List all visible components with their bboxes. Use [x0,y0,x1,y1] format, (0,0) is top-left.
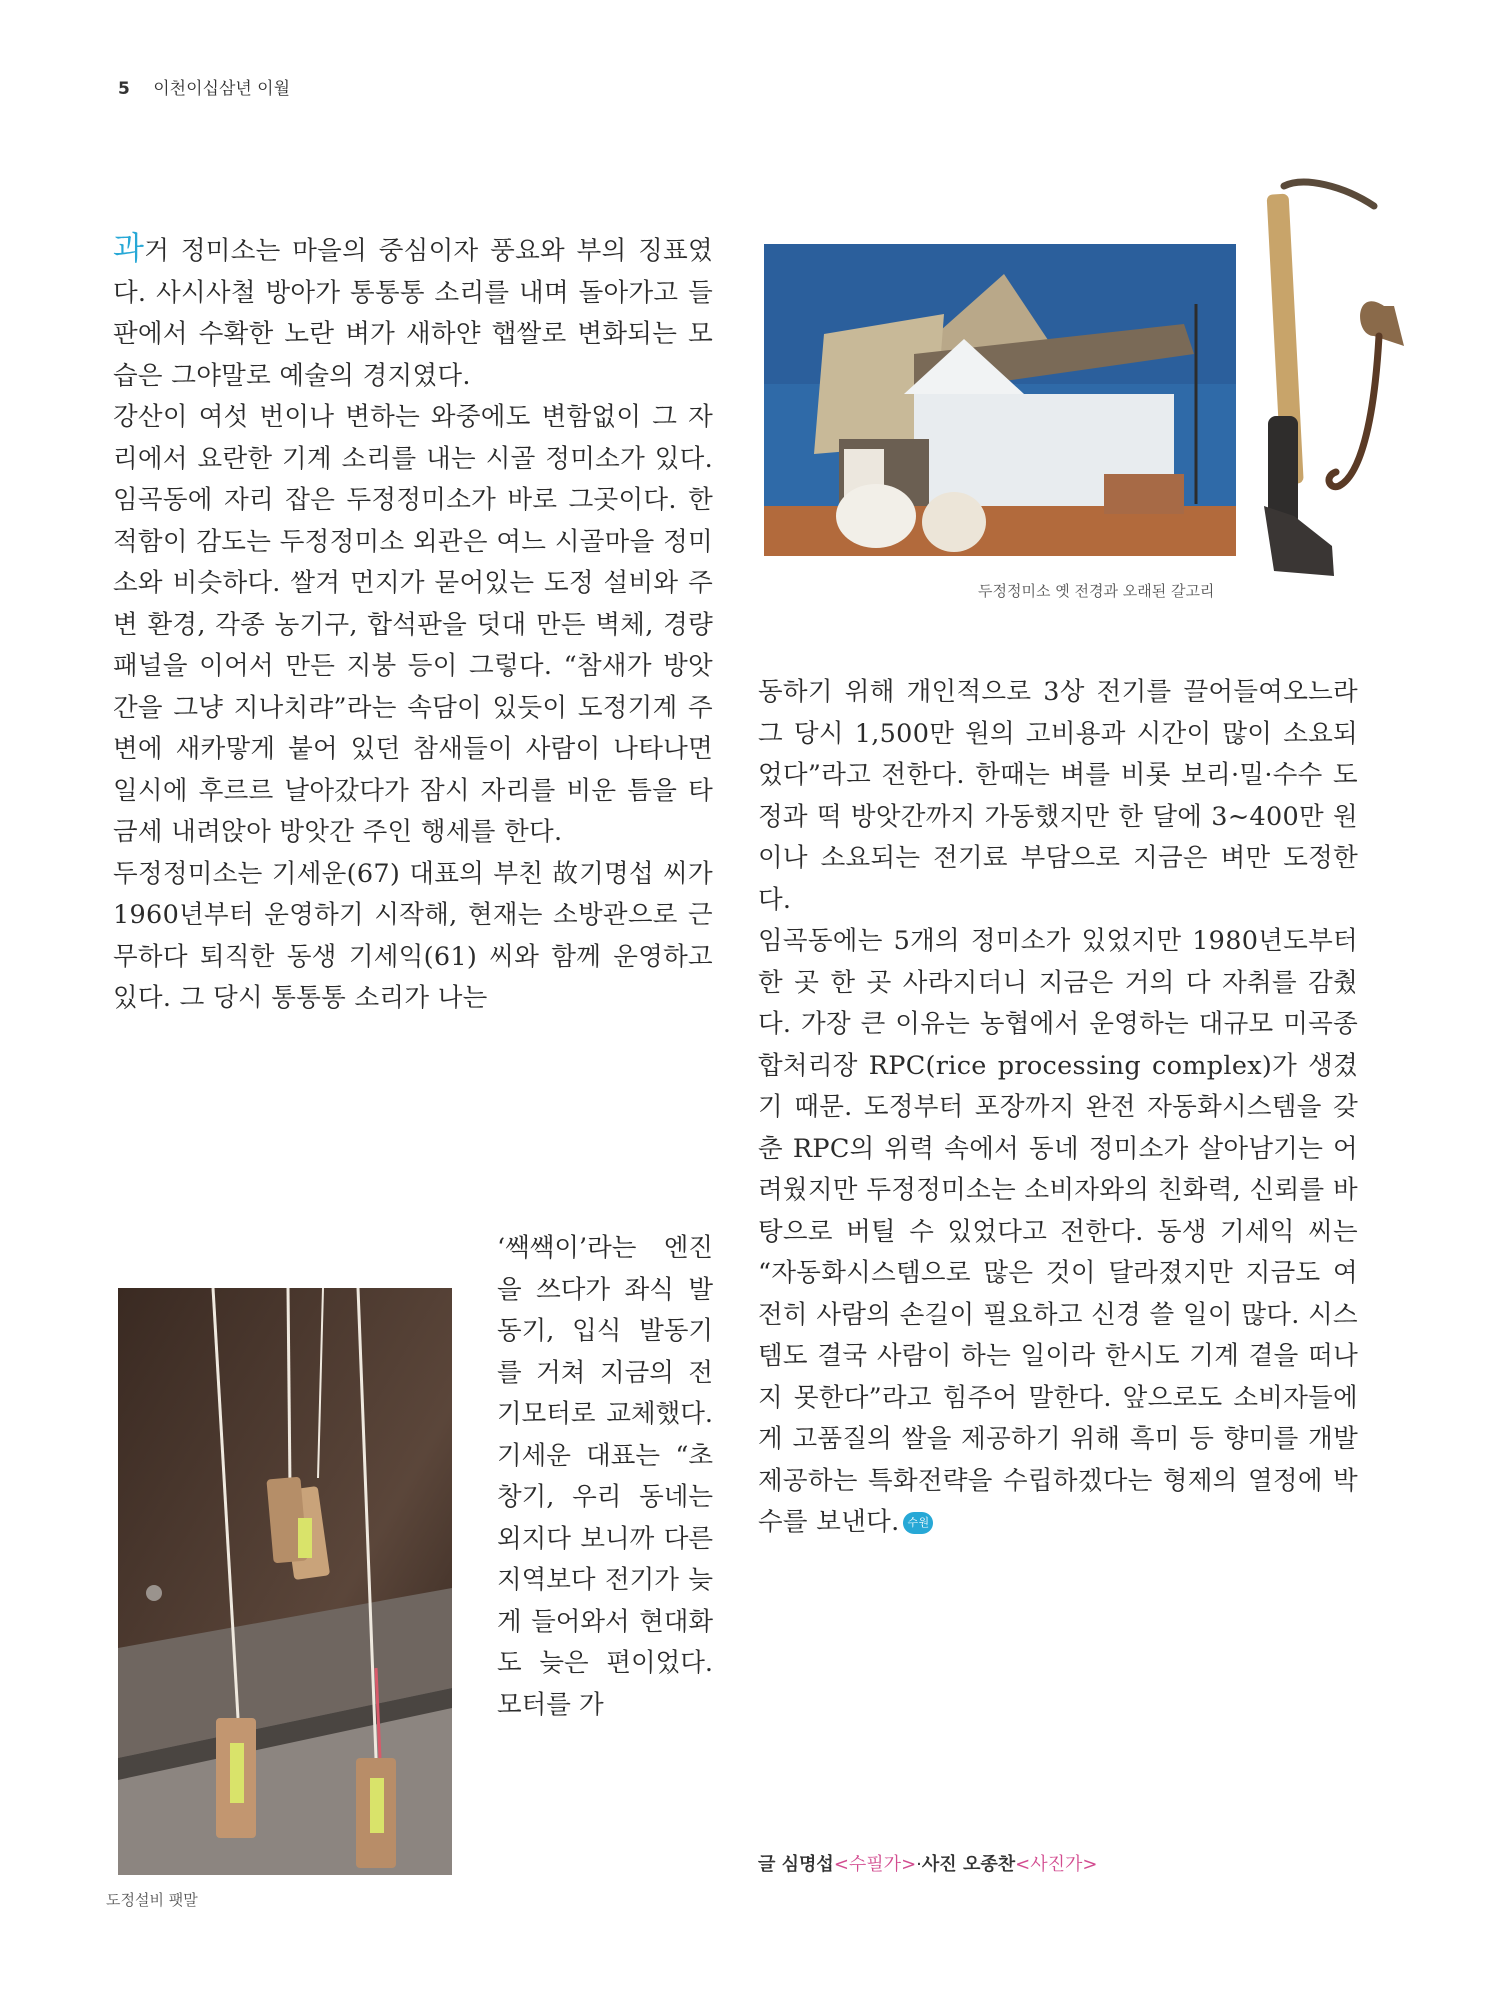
paragraph [758,921,1358,1551]
paragraph-text: 거 정미소는 마을의 중심이자 풍요와 부의 징표였다. 사시사철 방아가 통통통 소리를 내며 돌아가고 들판에서 수확한 노란 벼가 새하얀 햅쌀로 변화되는 모습은 그야말로 예술의 경지였다. [113,236,713,391]
paragraph: 두정정미소는 기세운(67) 대표의 부친 故기명섭 씨가 1960년부터 운영하기 시작해, 현재는 소방관으로 근무하다 퇴직한 동생 기세익(61) 씨와 함께 운영하고 있다. 그 당시 통통통 소리가 나는 [113,858,713,1013]
end-mark-icon: 수원사 [903,1512,933,1534]
page-number: 5 [118,79,130,99]
byline [758,1850,1097,1876]
caption-bottom: 도정설비 팻말 [106,1891,198,1909]
paragraph: 동하기 위해 개인적으로 3상 전기를 끌어들여오느라 그 당시 1,500만 원의 고비용과 시간이 많이 소요되었다”라고 전한다. 한때는 벼를 비롯 보리·밀·수수 도정과 떡 방앗간까지 가동했지만 한 달에 3~400만 원이나 소요되는 전기료 부담으로 지금은 벼만 도정한다. [758,677,1358,915]
paragraph: ‘쌕쌕이’라는 엔진을 쓰다가 좌식 발동기, 입식 발동기를 거쳐 지금의 전기모터로 교체했다. 기세운 대표는 “초창기, 우리 동네는 외지다 보니까 다른 지역보다 전기가 늦게 들어와서 현대화도 늦은 편이었다. 모터를 가 [497,1233,713,1720]
page-header [118,74,290,99]
hook-tool-photo [1244,176,1464,586]
paragraph [113,228,713,397]
drop-cap: 과 [113,229,145,267]
writer-name: 심명섭 [781,1854,834,1875]
photographer-prefix: 사진 [921,1854,963,1875]
issue-label: 이천이십삼년 이월 [153,79,291,99]
writer-role: <수필가> [833,1854,917,1875]
machine-tag-photo [118,1288,452,1875]
photographer-role: <사진가> [1015,1854,1098,1875]
article-right-column [758,672,1358,1551]
photographer-name: 오종찬 [962,1854,1016,1875]
paragraph-text: 임곡동에는 5개의 정미소가 있었지만 1980년도부터 한 곳 한 곳 사라지더니 지금은 거의 다 자취를 감췄다. 가장 큰 이유는 농협에서 운영하는 대규모 미곡종합처리장 RPC(rice processing complex)가 생겼기 때문. 도정부터 포장까지 완전 자동화시스템을 갖춘 RPC의 위력 속에서 동네 정미소가 살아남기는 어려웠지만 두정정미소는 소비자와의 친화력, 신뢰를 바탕으로 버틸 수 있었다고 전한다. 동생 기세익 씨는 “자동화시스템으로 많은 것이 달라졌지만 지금도 여전히 사람의 손길이 필요하고 신경 쓸 일이 많다. 시스템도 결국 사람이 하는 일이라 한시도 기계 곁을 떠나지 못한다”라고 힘주어 말한다. 앞으로도 소비자들에게 고품질의 쌀을 제공하기 위해 흑미 등 향미를 개발 제공하는 특화전략을 수립하겠다는 형제의 열정에 박수를 보낸다. [758,926,1358,1537]
byline-separator: · [916,1854,922,1875]
article-left-column [113,228,713,1020]
caption-top: 두정정미소 옛 전경과 오래된 갈고리 [978,582,1215,600]
old-mill-photo [764,244,1236,556]
article-narrow-column [497,1228,713,1726]
paragraph: 강산이 여섯 번이나 변하는 와중에도 변함없이 그 자리에서 요란한 기계 소리를 내는 시골 정미소가 있다. 임곡동에 자리 잡은 두정정미소가 바로 그곳이다. 한적함이 감도는 두정정미소 외관은 여느 시골마을 정미소와 비슷하다. 쌀겨 먼지가 묻어있는 도정 설비와 주변 환경, 각종 농기구, 합석판을 덧대 만든 벽체, 경량 패널을 이어서 만든 지붕 등이 그렇다. “참새가 방앗간을 그냥 지나치랴”라는 속담이 있듯이 도정기계 주변에 새카맣게 붙어 있던 참새들이 사람이 나타나면 일시에 후르르 날아갔다가 잠시 자리를 비운 틈을 타 금세 내려앉아 방앗간 주인 행세를 한다. [113,402,713,847]
writer-prefix: 글 [758,1854,782,1875]
